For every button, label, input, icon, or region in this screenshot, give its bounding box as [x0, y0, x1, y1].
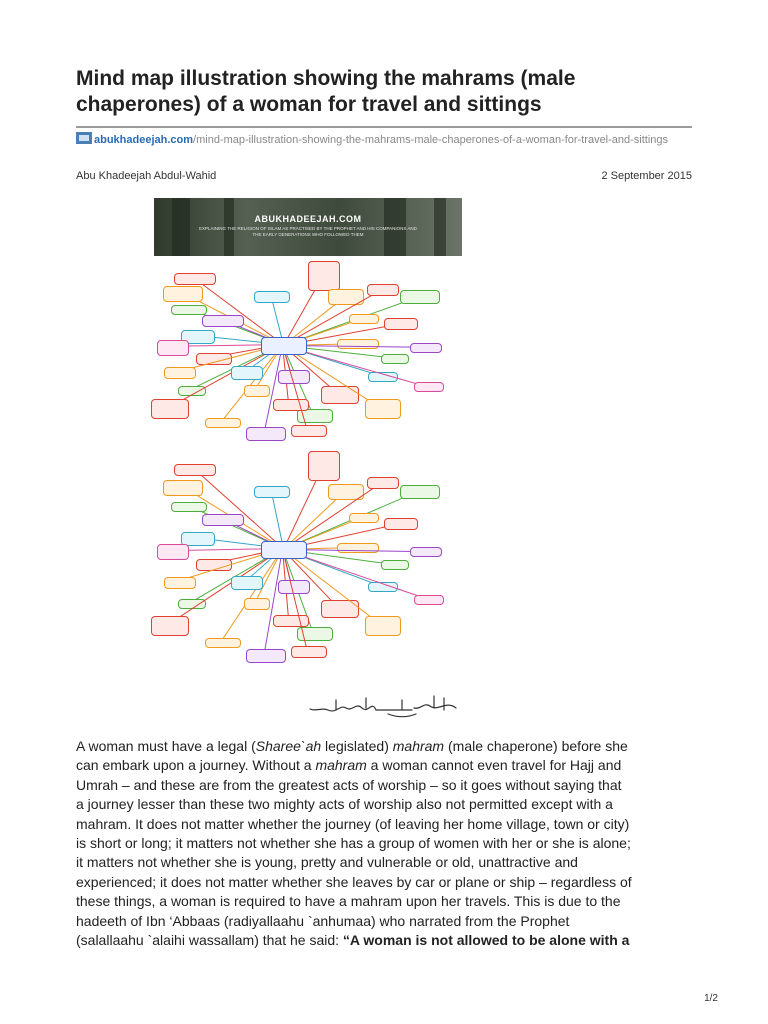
- mindmap-node: [384, 318, 418, 330]
- site-favicon-icon: [76, 132, 92, 144]
- mindmap-node: [246, 649, 286, 663]
- tree-trunk-image: [434, 198, 446, 256]
- mindmap-node: [365, 616, 401, 636]
- body-line: [76, 892, 692, 911]
- body-text-run: hadeeth of Ibn ‘Abbaas (radiyallaahu `anhumaa) who narrated from the Prophet: [76, 912, 570, 929]
- body-text-run: (salallaahu `alaihi wassallam) that he said:: [76, 932, 343, 949]
- mindmap-node: [174, 464, 216, 476]
- italic-term: mahram: [392, 738, 445, 754]
- article-body: [76, 737, 692, 950]
- mindmap-image-1: [154, 264, 462, 444]
- italic-term: Sharee`ah: [255, 738, 322, 754]
- body-text-run: A woman must have a legal (: [76, 738, 256, 754]
- body-line: [76, 756, 692, 775]
- body-line: [76, 737, 692, 756]
- body-text-run: it matters not whether she is young, pretty and vulnerable or old, unattractive and: [76, 854, 578, 871]
- body-line: [76, 795, 692, 814]
- mindmap-node: [410, 343, 442, 353]
- mindmap-node: [244, 598, 270, 610]
- mindmap-node: [273, 615, 309, 627]
- mindmap-node: [202, 514, 244, 526]
- mindmap-node: [171, 305, 207, 315]
- source-url[interactable]: [76, 132, 692, 147]
- banner-title: ABUKHADEEJAH.COM: [254, 214, 362, 224]
- mindmap-node: [202, 315, 244, 327]
- author-name: Abu Khadeejah Abdul-Wahid: [76, 170, 217, 182]
- body-text-run: (male chaperone) before she: [444, 738, 628, 754]
- article-title: Mind map illustration showing the mahrams (male chaperones) of a woman for travel and sittings: [76, 67, 576, 116]
- body-line: [76, 853, 692, 872]
- mindmap-node: [246, 427, 286, 441]
- mindmap-node: [321, 386, 359, 404]
- mindmap-node: [308, 261, 340, 291]
- mindmap-node: [308, 451, 340, 481]
- mindmap-node: [337, 339, 379, 349]
- bismillah-calligraphy-image: [306, 690, 462, 720]
- mindmap-node: [163, 480, 203, 496]
- title-divider: [76, 126, 692, 128]
- mindmap-node: [254, 486, 290, 498]
- body-text-run: is short or long; it matters not whether she has a group of women with her or she is alone;: [76, 835, 631, 852]
- italic-term: mahram: [315, 757, 367, 774]
- mindmap-node: [349, 513, 379, 523]
- tree-trunk-image: [172, 198, 190, 256]
- site-banner-image: [154, 198, 462, 256]
- mindmap-node: [414, 382, 444, 392]
- body-text-run: experienced; it does not matter whether she leaves by car or plane or ship – regardless of: [76, 873, 632, 890]
- mindmap-node: [231, 366, 263, 380]
- body-text-run: these things, a woman is required to have a mahram upon her travels. This is due to the: [76, 893, 621, 910]
- mindmap-node: [414, 595, 444, 605]
- body-line: [76, 815, 692, 834]
- body-line: [76, 931, 692, 950]
- mindmap-node: [157, 340, 189, 356]
- body-text-run: a woman cannot even travel for Hajj and: [366, 757, 622, 774]
- source-domain[interactable]: abukhadeejah.com: [94, 134, 194, 146]
- body-line: [76, 834, 692, 853]
- mindmap-node: [367, 284, 399, 296]
- mindmap-node: [151, 399, 189, 419]
- mindmap-node: [164, 577, 196, 589]
- mindmap-node: [381, 354, 409, 364]
- mindmap-node: [157, 544, 189, 560]
- mindmap-node: [349, 314, 379, 324]
- mindmap-node: [205, 418, 241, 428]
- mindmap-node: [400, 290, 440, 304]
- publish-date: 2 September 2015: [601, 170, 692, 182]
- mindmap-node: [381, 560, 409, 570]
- mindmap-node: [291, 646, 327, 658]
- mindmap-node: [171, 502, 207, 512]
- body-text-run: a journey lesser than these two mighty acts of worship also not permitted except with a: [76, 796, 613, 813]
- body-line: [76, 912, 692, 931]
- mindmap-node: [410, 547, 442, 557]
- mindmap-node: [254, 291, 290, 303]
- page-number: 1/2: [704, 993, 718, 1004]
- mindmap-node: [164, 367, 196, 379]
- body-text-run: Umrah – and these are from the greatest acts of worship – so it goes without saying that: [76, 776, 622, 793]
- mindmap-node: [384, 518, 418, 530]
- mindmap-center-node: [261, 337, 307, 355]
- body-text-run: mahram. It does not matter whether the journey (of leaving her home village, town or city): [76, 815, 630, 832]
- mindmap-node: [163, 286, 203, 302]
- mindmap-node: [174, 273, 216, 285]
- body-text-run: can embark upon a journey. Without a: [76, 757, 316, 774]
- mindmap-node: [231, 576, 263, 590]
- mindmap-node: [337, 543, 379, 553]
- mindmap-node: [205, 638, 241, 648]
- hadith-quote: “A woman is not allowed to be alone with a: [342, 932, 630, 949]
- mindmap-node: [291, 425, 327, 437]
- mindmap-center-node: [261, 541, 307, 559]
- mindmap-node: [273, 399, 309, 411]
- mindmap-node: [367, 477, 399, 489]
- mindmap-node: [365, 399, 401, 419]
- mindmap-node: [244, 385, 270, 397]
- body-line: [76, 873, 692, 892]
- banner-subtitle: EXPLAINING THE RELIGION OF ISLAM AS PRACTISED BY THE PROPHET AND HIS COMPANIONS AND THE EARLY GENERATIONS WHO FOLLOWED THEM: [199, 226, 417, 237]
- mindmap-node: [400, 485, 440, 499]
- mindmap-node: [151, 616, 189, 636]
- byline: [76, 170, 692, 182]
- source-path[interactable]: /mind-map-illustration-showing-the-mahrams-male-chaperones-of-a-woman-for-travel-and-sittings: [193, 134, 669, 146]
- mindmap-image-2: [154, 452, 462, 668]
- body-text-run: legislated): [321, 738, 393, 754]
- body-line: [76, 776, 692, 795]
